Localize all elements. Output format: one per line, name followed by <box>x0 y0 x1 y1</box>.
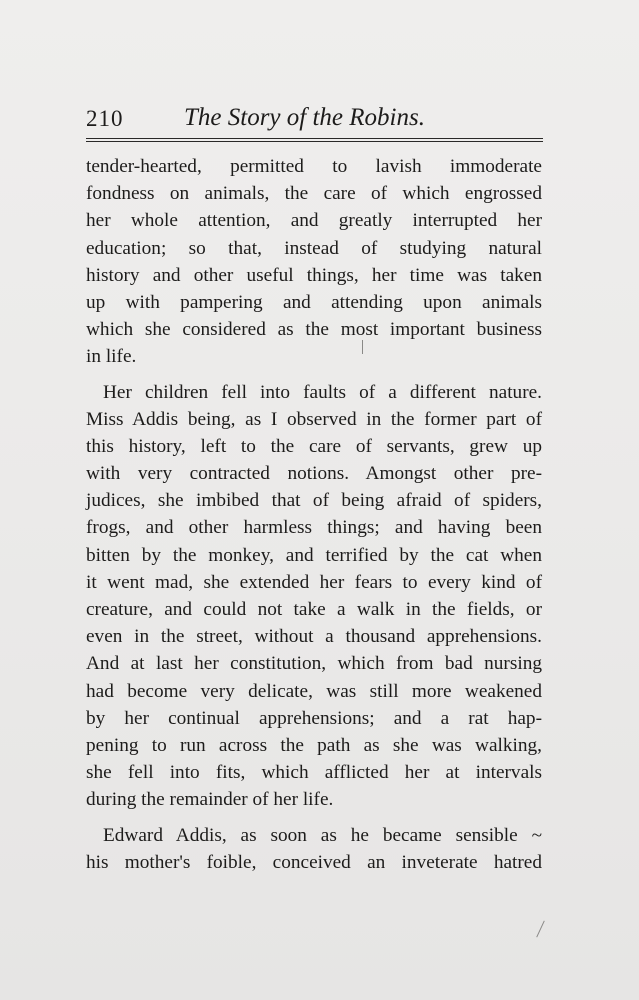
text-line: tender-hearted, permitted to lavish immoderate <box>86 156 542 177</box>
paragraph-3 <box>86 822 542 876</box>
text-line: her whole attention, and greatly interrupted her <box>86 210 542 232</box>
text-line: this history, left to the care of servants, grew up <box>86 435 542 457</box>
text-line: fondness on animals, the care of which engrossed <box>86 183 542 205</box>
page-number: 210 <box>86 106 124 131</box>
text-line: Her children fell into faults of a different nature. <box>103 381 542 403</box>
text-line: education; so that, instead of studying natural <box>86 237 542 259</box>
text-line: which she considered as the most important business <box>86 319 542 341</box>
text-line: she fell into fits, which afflicted her at intervals <box>86 762 542 784</box>
text-line: And at last her constitution, which from bad nursing <box>86 653 542 675</box>
text-line: during the remainder of her life. <box>86 789 334 811</box>
text-line: with very contracted notions. Amongst other pre- <box>86 463 542 485</box>
text-line: judices, she imbibed that of being afraid of spiders, <box>86 490 542 512</box>
text-line: Miss Addis being, as I observed in the former part of <box>86 408 542 430</box>
paragraph-1 <box>86 153 542 371</box>
text-line: pening to run across the path as she was walking, <box>86 734 542 756</box>
text-line: history and other useful things, her time was taken <box>86 264 542 286</box>
text-line: up with pampering and attending upon animals <box>86 291 542 313</box>
text-line: frogs, and other harmless things; and having been <box>86 517 542 539</box>
text-line: his mother's foible, conceived an inveterate hatred <box>86 851 542 873</box>
paragraph-gap <box>86 371 542 379</box>
scan-mark <box>536 921 545 938</box>
text-line: bitten by the monkey, and terrified by the cat when <box>86 544 542 566</box>
header-rule <box>86 138 543 142</box>
paragraph-2 <box>86 379 542 814</box>
text-line: Edward Addis, as soon as he became sensible ~ <box>103 824 542 846</box>
text-line: in life. <box>86 346 137 368</box>
page-header <box>86 102 543 138</box>
running-title: The Story of the Robins. <box>184 104 425 131</box>
paragraph-gap <box>86 814 542 822</box>
text-line: by her continual apprehensions; and a rat hap- <box>86 707 542 729</box>
text-line: had become very delicate, was still more weakened <box>86 680 542 702</box>
text-line: creature, and could not take a walk in the fields, or <box>86 599 542 620</box>
scan-mark <box>362 340 363 354</box>
body-text <box>86 153 542 876</box>
text-line: even in the street, without a thousand apprehensions. <box>86 626 542 648</box>
text-line: it went mad, she extended her fears to every kind of <box>86 571 542 593</box>
